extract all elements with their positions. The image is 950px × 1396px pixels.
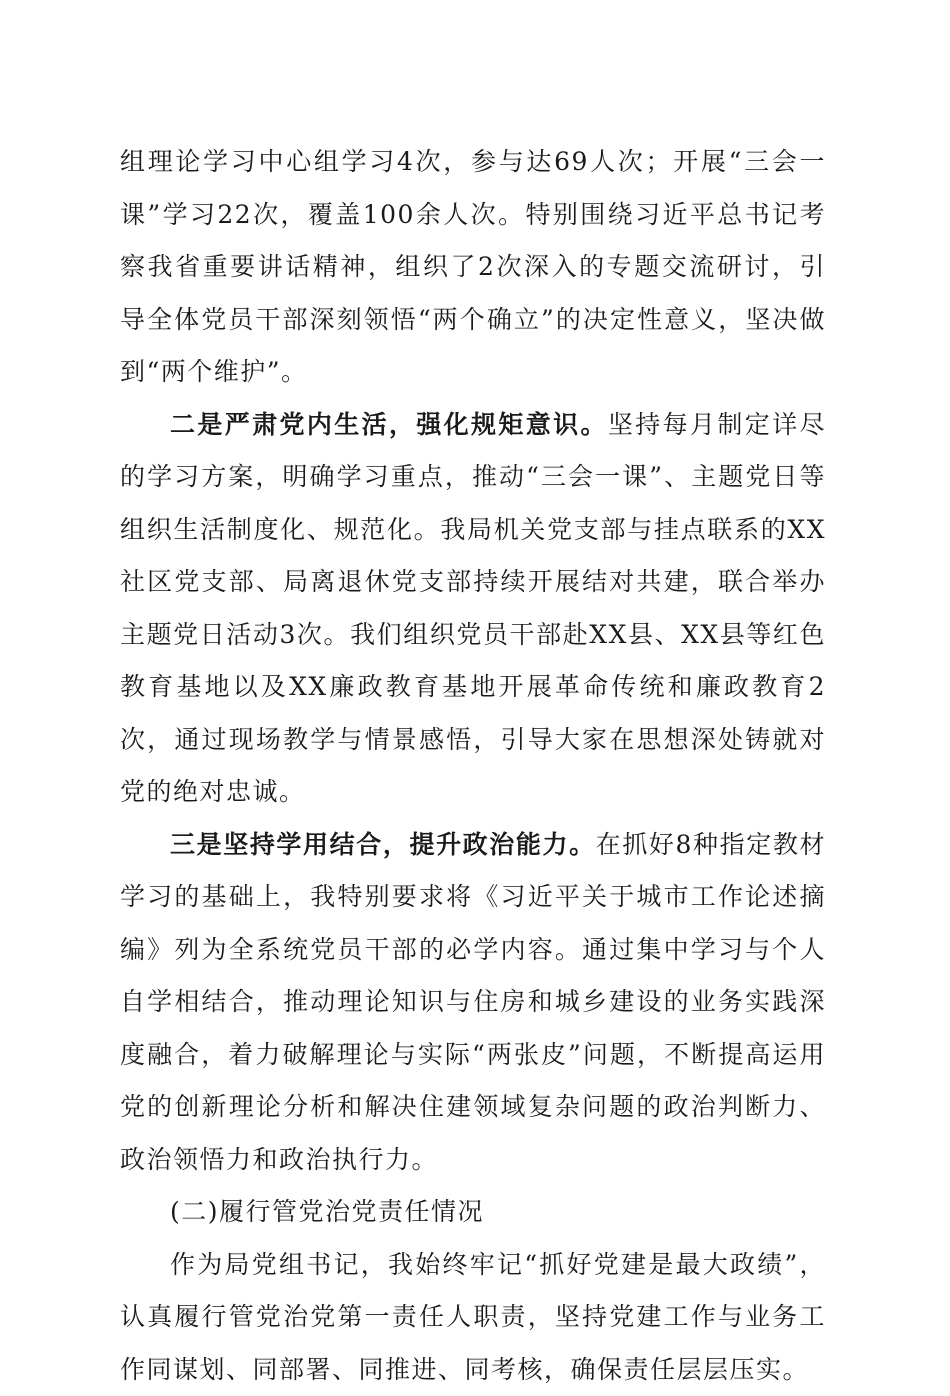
paragraph-text: 组理论学习中心组学习4次，参与达69人次；开展“三会一课”学习22次，覆盖100余人次。特别围绕习近平总书记考察我省重要讲话精神，组织了2次深入的专题交流研讨，引导全体党员干部深刻领悟“两个确立”的决定性意义，坚决做到“两个维护”。 bbox=[120, 147, 826, 386]
paragraph-strict-party-life bbox=[120, 399, 826, 819]
paragraph-continuation bbox=[120, 136, 826, 399]
paragraph-responsibility: 作为局党组书记，我始终牢记“抓好党建是最大政绩”，认真履行管党治党第一责任人职责，坚持党建工作与业务工作同谋划、同部署、同推进、同考核，确保责任层层压实。 bbox=[120, 1239, 826, 1396]
paragraph-lead-heading: 二是严肃党内生活，强化规矩意识。 bbox=[170, 410, 608, 439]
document-page bbox=[120, 136, 826, 1396]
section-heading: (二)履行管党治党责任情况 bbox=[120, 1186, 826, 1239]
paragraph-study-and-apply bbox=[120, 819, 826, 1187]
paragraph-text: 坚持每月制定详尽的学习方案，明确学习重点，推动“三会一课”、主题党日等组织生活制度化、规范化。我局机关党支部与挂点联系的XX社区党支部、局离退休党支部持续开展结对共建，联合举办主题党日活动3次。我们组织党员干部赴XX县、XX县等红色教育基地以及XX廉政教育基地开展革命传统和廉政教育2次，通过现场教学与情景感悟，引导大家在思想深处铸就对党的绝对忠诚。 bbox=[120, 410, 826, 807]
paragraph-lead-heading: 三是坚持学用结合，提升政治能力。 bbox=[170, 830, 596, 859]
paragraph-text: 在抓好8种指定教材学习的基础上，我特别要求将《习近平关于城市工作论述摘编》列为全系统党员干部的必学内容。通过集中学习与个人自学相结合，推动理论知识与住房和城乡建设的业务实践深度融合，着力破解理论与实际“两张皮”问题，不断提高运用党的创新理论分析和解决住建领域复杂问题的政治判断力、政治领悟力和政治执行力。 bbox=[120, 830, 826, 1174]
